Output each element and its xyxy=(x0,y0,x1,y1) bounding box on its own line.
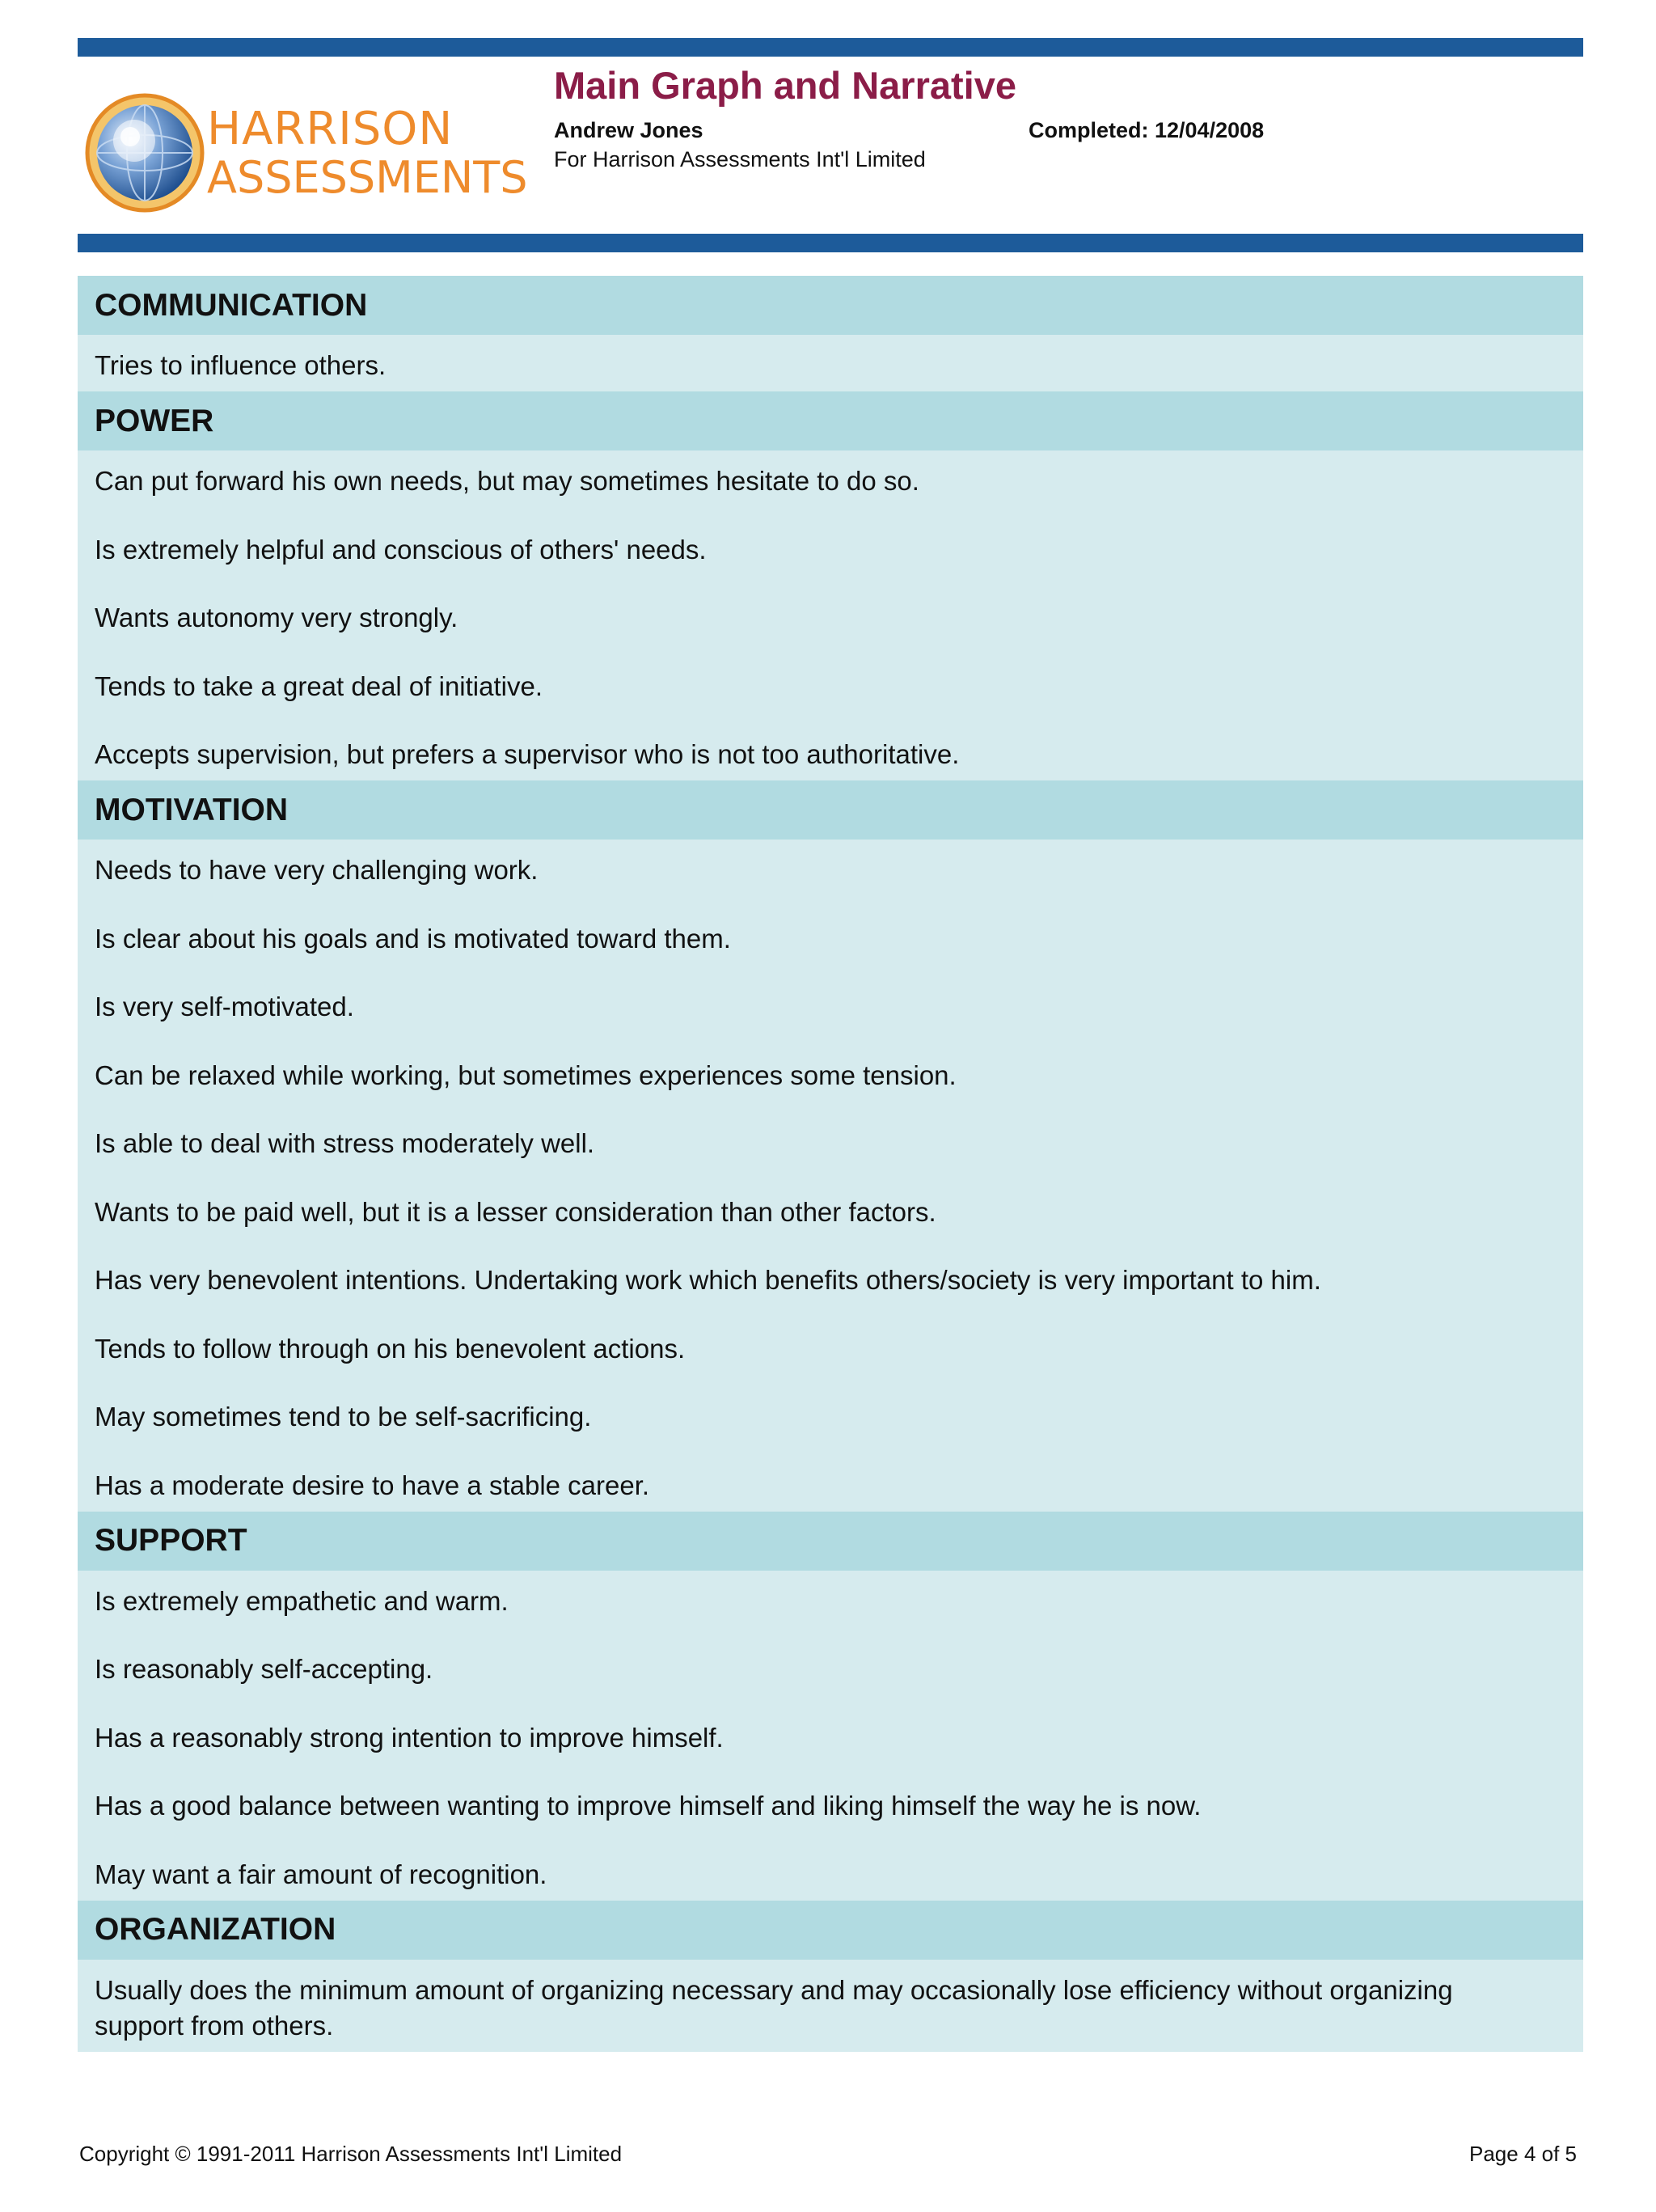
narrative-content xyxy=(78,276,1583,2052)
statement: Needs to have very challenging work. xyxy=(95,855,539,885)
statement: Wants to be paid well, but it is a lesser consideration than other factors. xyxy=(95,1196,936,1227)
statement: Usually does the minimum amount of organizing necessary and may occasionally lose efficiency without organizing support from others. xyxy=(95,1974,1453,2041)
statement: Has a reasonably strong intention to improve himself. xyxy=(95,1722,724,1753)
section-body xyxy=(78,840,1583,1512)
report-title: Main Graph and Narrative xyxy=(554,64,1016,107)
logo-text-assessments: ASSESSMENTS xyxy=(207,152,528,203)
section-title: MOTIVATION xyxy=(78,780,1583,840)
section-communication xyxy=(78,276,1583,391)
statement: Is extremely helpful and conscious of others' needs. xyxy=(95,534,707,565)
statement: Tends to take a great deal of initiative. xyxy=(95,670,543,701)
section-title: COMMUNICATION xyxy=(78,276,1583,335)
section-body xyxy=(78,1960,1583,2052)
statement: Is able to deal with stress moderately well. xyxy=(95,1128,595,1158)
statement: Wants autonomy very strongly. xyxy=(95,603,458,632)
section-body xyxy=(78,1571,1583,1901)
section-title: SUPPORT xyxy=(78,1512,1583,1571)
section-body xyxy=(78,450,1583,780)
statement: Can be relaxed while working, but sometimes experiences some tension. xyxy=(95,1059,957,1090)
statement: May want a fair amount of recognition. xyxy=(95,1859,547,1889)
statement: May sometimes tend to be self-sacrificing. xyxy=(95,1402,592,1432)
statement: Accepts supervision, but prefers a supervisor who is not too authoritative. xyxy=(95,739,960,769)
statement: Has very benevolent intentions. Undertaking work which benefits others/society is very important to him. xyxy=(95,1265,1321,1295)
statement: Can put forward his own needs, but may sometimes hesitate to do so. xyxy=(95,466,919,496)
statement: Is extremely empathetic and warm. xyxy=(95,1585,509,1616)
bottom-header-bar xyxy=(78,234,1583,252)
statement: Is reasonably self-accepting. xyxy=(95,1654,433,1684)
statement: Has a good balance between wanting to improve himself and liking himself the way he is now. xyxy=(95,1791,1202,1821)
section-title: POWER xyxy=(78,391,1583,450)
harrison-logo xyxy=(84,89,530,218)
globe-logo-icon xyxy=(84,92,205,214)
logo-text-harrison: HARRISON xyxy=(207,103,454,155)
copyright-notice: Copyright © 1991-2011 Harrison Assessments Int'l Limited xyxy=(79,2142,623,2166)
section-motivation xyxy=(78,780,1583,1512)
top-header-bar xyxy=(78,38,1583,57)
statement: Is very self-motivated. xyxy=(95,992,354,1021)
section-title: ORGANIZATION xyxy=(78,1901,1583,1960)
page-number: Page 4 of 5 xyxy=(1469,2142,1577,2166)
statement: Has a moderate desire to have a stable career. xyxy=(95,1470,650,1500)
section-organization xyxy=(78,1901,1583,2052)
section-body xyxy=(78,335,1583,391)
section-power xyxy=(78,391,1583,780)
statement: Is clear about his goals and is motivated toward them. xyxy=(95,923,731,954)
statement: Tends to follow through on his benevolent actions. xyxy=(95,1333,686,1364)
candidate-name: Andrew Jones xyxy=(554,118,703,142)
organization-line: For Harrison Assessments Int'l Limited xyxy=(554,147,926,171)
section-support xyxy=(78,1512,1583,1901)
completed-date: Completed: 12/04/2008 xyxy=(1029,118,1265,142)
statement: Tries to influence others. xyxy=(95,350,387,380)
